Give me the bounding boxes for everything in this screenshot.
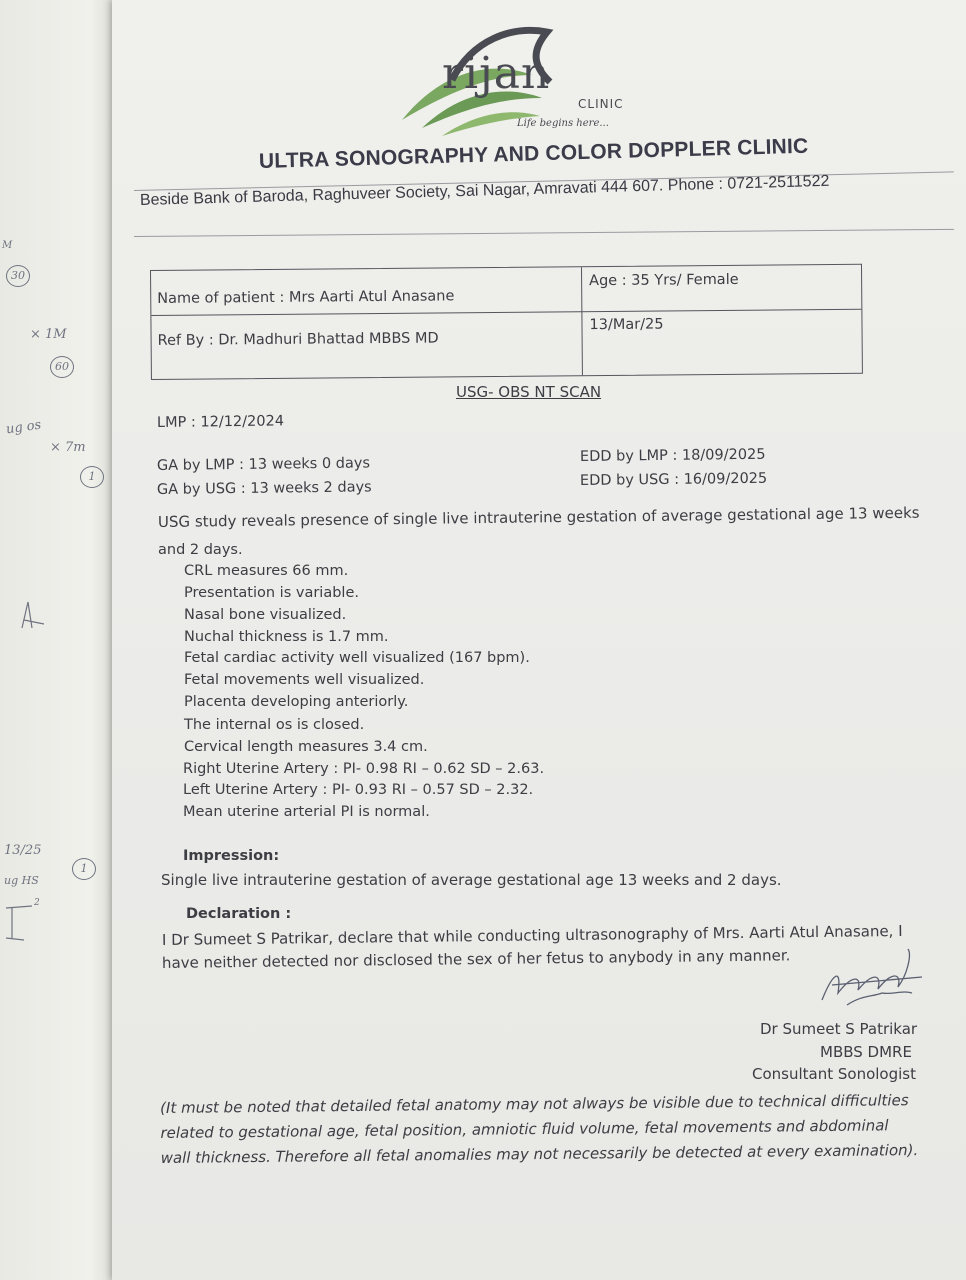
margin-note: × 7m: [50, 440, 86, 455]
patient-details-table: [150, 264, 863, 380]
margin-note: M: [2, 240, 13, 251]
margin-scribble: [14, 598, 54, 638]
logo-subtitle: CLINIC: [578, 97, 624, 111]
finding-item: Placenta developing anteriorly.: [184, 694, 409, 710]
margin-note-circled: 60: [50, 356, 74, 378]
left-page-margin: [0, 0, 130, 1280]
margin-note: × 1M: [30, 327, 67, 342]
study-summary-line: and 2 days.: [158, 542, 243, 558]
finding-item: Nuchal thickness is 1.7 mm.: [184, 629, 389, 645]
clinic-address: Beside Bank of Baroda, Raghuveer Society, Sai Nagar, Amravati 444 607. Phone : 0721-2511522: [139, 172, 830, 209]
margin-note: 2: [34, 898, 40, 908]
logo-tagline: Life begins here...: [517, 118, 609, 129]
margin-scribble: [2, 898, 42, 948]
finding-item: Presentation is variable.: [184, 585, 359, 601]
table-divider: [581, 267, 583, 375]
finding-item: Fetal movements well visualized.: [184, 672, 425, 688]
edd-by-usg: EDD by USG : 16/09/2025: [579, 470, 768, 489]
lmp: LMP : 12/12/2024: [156, 413, 285, 431]
margin-note-circled: 1: [72, 858, 96, 880]
declaration-text: I Dr Sumeet S Patrikar, declare that while conducting ultrasonography of Mrs. Aarti Atul Anasane, I: [161, 921, 903, 949]
report-date: 13/Mar/25: [589, 316, 664, 334]
signatory-name: Dr Sumeet S Patrikar: [760, 1020, 918, 1038]
clinic-title: ULTRA SONOGRAPHY AND COLOR DOPPLER CLINIC: [258, 134, 809, 173]
signatory-role: Consultant Sonologist: [752, 1065, 916, 1083]
study-summary-line: USG study reveals presence of single live intrauterine gestation of average gestational age 13 weeks: [157, 503, 920, 531]
finding-item: Right Uterine Artery : PI- 0.98 RI – 0.62 SD – 2.63.: [183, 761, 545, 777]
patient-age: Age : 35 Yrs/ Female: [589, 271, 739, 290]
referring-doctor: Ref By : Dr. Madhuri Bhattad MBBS MD: [157, 330, 439, 349]
finding-item: Mean uterine arterial PI is normal.: [183, 804, 430, 820]
report-sheet: [112, 0, 966, 1280]
impression-label: Impression:: [183, 848, 280, 864]
margin-note-circled: 1: [80, 466, 104, 488]
margin-note: 13/25: [4, 843, 42, 858]
finding-item: Left Uterine Artery : PI- 0.93 RI – 0.57 SD – 2.32.: [183, 782, 534, 798]
doctor-signature: [812, 945, 932, 1015]
table-divider: [151, 309, 861, 316]
signatory-degree: MBBS DMRE: [820, 1043, 912, 1061]
finding-item: Cervical length measures 3.4 cm.: [184, 739, 428, 755]
finding-item: CRL measures 66 mm.: [184, 563, 349, 579]
patient-name: Name of patient : Mrs Aarti Atul Anasane: [157, 288, 455, 307]
finding-item: The internal os is closed.: [184, 717, 365, 733]
scan-title: USG- OBS NT SCAN: [456, 383, 602, 401]
finding-item: Nasal bone visualized.: [184, 607, 347, 623]
address-divider: [134, 229, 954, 237]
ga-by-lmp: GA by LMP : 13 weeks 0 days: [156, 455, 371, 474]
disclaimer-note: (It must be noted that detailed fetal anatomy may not always be visible due to technical difficulties related to gestational age, fetal position, amniotic fluid volume, fetal movements and abdominal wall thickness. Therefore all fetal anomalies may not necessarily be detected at every examination).: [160, 1091, 919, 1167]
margin-note: ug HS: [4, 874, 39, 887]
margin-note-circled: 30: [6, 265, 30, 287]
declaration-text: have neither detected nor disclosed the sex of her fetus to anybody in any manner.: [161, 946, 791, 972]
declaration-label: Declaration :: [186, 906, 292, 922]
impression-text: Single live intrauterine gestation of average gestational age 13 weeks and 2 days.: [161, 871, 782, 889]
edd-by-lmp: EDD by LMP : 18/09/2025: [579, 446, 766, 465]
margin-note: ug os: [5, 417, 43, 438]
finding-item: Fetal cardiac activity well visualized (167 bpm).: [184, 650, 530, 666]
ga-by-usg: GA by USG : 13 weeks 2 days: [156, 479, 372, 498]
logo-wordmark: rijan: [442, 48, 551, 99]
